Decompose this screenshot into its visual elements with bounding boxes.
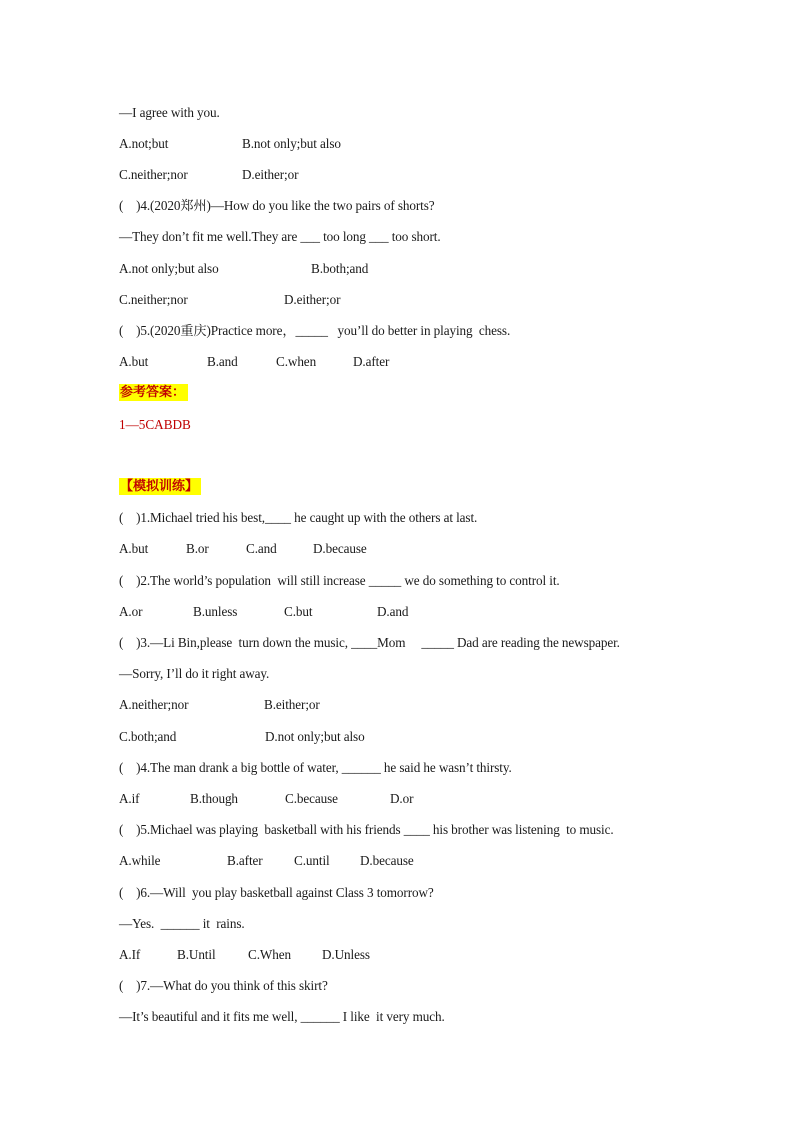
option-a: A.neither;nor xyxy=(119,697,189,712)
question-2: ( )2.The world’s population will still increase _____ we do something to control it. xyxy=(119,573,560,588)
option-c: C.and xyxy=(246,541,277,556)
option-d: D.and xyxy=(377,604,409,619)
dialogue-line: —They don’t fit me well.They are ___ too long ___ too short. xyxy=(119,229,441,244)
option-d: D.after xyxy=(353,354,390,369)
option-b: B.unless xyxy=(193,604,238,619)
option-c: C.until xyxy=(294,853,330,868)
dialogue-line: —Yes. ______ it rains. xyxy=(119,916,245,931)
option-d: D.either;or xyxy=(242,167,299,182)
dialogue-line: —I agree with you. xyxy=(119,105,220,120)
dialogue-line: —It’s beautiful and it fits me well, ______ I like it very much. xyxy=(119,1009,445,1024)
question-3: ( )3.—Li Bin,please turn down the music, ____Mom _____ Dad are reading the newspaper. xyxy=(119,635,620,650)
practice-heading: 【模拟训练】 xyxy=(119,478,201,495)
option-d: D.Unless xyxy=(322,947,370,962)
option-c: C.When xyxy=(248,947,291,962)
option-d: D.because xyxy=(360,853,414,868)
option-b: B.or xyxy=(186,541,209,556)
option-b: B.and xyxy=(207,354,238,369)
option-b: B.not only;but also xyxy=(242,136,341,151)
option-b: B.both;and xyxy=(311,261,369,276)
option-a: A.If xyxy=(119,947,141,962)
option-b: B.after xyxy=(227,853,263,868)
question-5: ( )5.(2020重庆)Practice more，_____ you’ll do better in playing chess. xyxy=(119,323,511,338)
option-b: B.though xyxy=(190,791,238,806)
option-d: D.either;or xyxy=(284,292,341,307)
question-1: ( )1.Michael tried his best,____ he caught up with the others at last. xyxy=(119,510,478,525)
option-d: D.because xyxy=(313,541,367,556)
question-4: ( )4.(2020郑州)—How do you like the two pairs of shorts? xyxy=(119,198,435,213)
option-d: D.or xyxy=(390,791,414,806)
answer-heading: 参考答案： xyxy=(119,384,188,401)
option-c: C.but xyxy=(284,604,313,619)
option-c: C.when xyxy=(276,354,317,369)
option-b: B.Until xyxy=(177,947,216,962)
question-7: ( )7.—What do you think of this skirt? xyxy=(119,978,328,993)
question-5: ( )5.Michael was playing basketball with his friends ____ his brother was listening to music. xyxy=(119,822,614,837)
option-b: B.either;or xyxy=(264,697,320,712)
option-d: D.not only;but also xyxy=(265,729,365,744)
option-a: A.not only;but also xyxy=(119,261,219,276)
question-6: ( )6.—Will you play basketball against Class 3 tomorrow? xyxy=(119,885,434,900)
option-a: A.or xyxy=(119,604,143,619)
option-c: C.because xyxy=(285,791,338,806)
answer-key: 1—5CABDB xyxy=(119,417,191,432)
dialogue-line: —Sorry, I’ll do it right away. xyxy=(119,666,270,681)
option-a: A.not;but xyxy=(119,136,169,151)
option-c: C.neither;nor xyxy=(119,292,188,307)
option-a: A.if xyxy=(119,791,140,806)
option-a: A.but xyxy=(119,354,149,369)
question-4: ( )4.The man drank a big bottle of water, ______ he said he wasn’t thirsty. xyxy=(119,760,512,775)
option-a: A.but xyxy=(119,541,149,556)
option-c: C.neither;nor xyxy=(119,167,188,182)
option-c: C.both;and xyxy=(119,729,177,744)
option-a: A.while xyxy=(119,853,161,868)
